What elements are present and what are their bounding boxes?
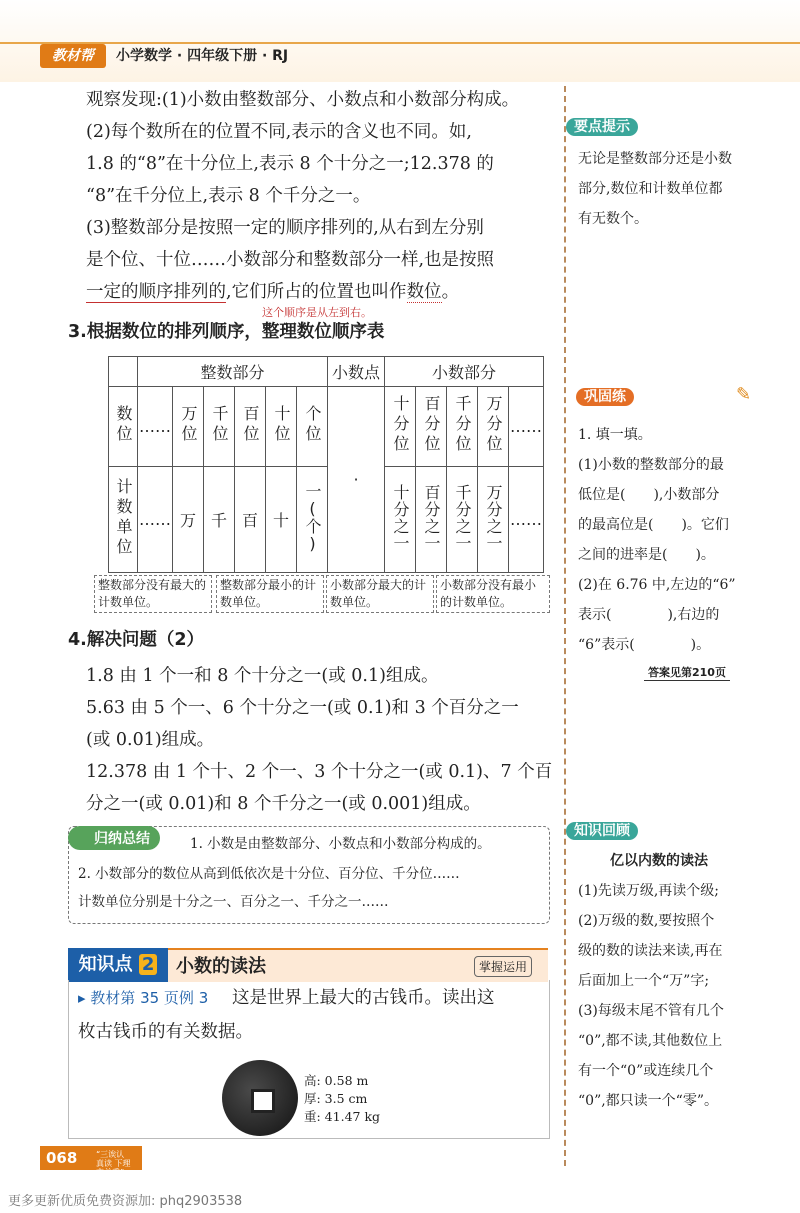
review-line-1: (1)先读万级,再读个级;	[578, 883, 719, 899]
unit-wan: 万	[173, 467, 204, 573]
summary-tag: 归纳总结	[68, 826, 160, 850]
dec-dots-2: ……	[509, 467, 544, 573]
place-thousandths: 千分位	[453, 394, 472, 455]
decimal-point: ·	[328, 387, 385, 573]
solve-line-2: 5.63 由 5 个一、6 个十分之一(或 0.1)和 3 个百分之一	[86, 698, 519, 718]
tips-line-1: 无论是整数部分还是小数	[578, 151, 732, 167]
head-point: 小数点	[328, 357, 385, 387]
int-dots: ……	[138, 387, 173, 467]
place-tenths: 十分位	[391, 394, 410, 455]
summary-line-2: 2. 小数部分的数位从高到低依次是十分位、百分位、千分位……	[78, 866, 460, 882]
place-bai: 百位	[241, 404, 260, 445]
kp-title: 小数的读法	[176, 956, 266, 977]
answer-reference: 答案见第210页	[644, 664, 730, 681]
unit-qian: 千	[204, 467, 235, 573]
kp-question-1: 这是世界上最大的古钱币。读出这	[232, 988, 495, 1008]
side-tag-practice: 巩固练	[576, 386, 634, 407]
review-line-6: “0”,都不读,其他数位上	[578, 1033, 723, 1049]
tip-dec-max: 小数部分最大的计数单位。	[326, 575, 434, 613]
coin-height: 高: 0.58 m	[304, 1073, 369, 1088]
header-title: 小学数学 · 四年级下册 · RJ	[116, 48, 289, 64]
row-label-places: 数位	[114, 404, 133, 445]
kp-reference: ▸ 教材第 35 页例 3	[78, 989, 209, 1007]
side-tag-tips: 要点提示	[566, 116, 638, 137]
int-dots-2: ……	[138, 467, 173, 573]
kp-label: 知识点 2	[68, 948, 168, 982]
summary-line-3: 计数单位分别是十分之一、百分之一、千分之一……	[78, 894, 389, 910]
solve-line-1: 1.8 由 1 个一和 8 个十分之一(或 0.1)组成。	[86, 666, 439, 686]
place-shi: 十位	[272, 404, 291, 445]
observe-line-2: (2)每个数所在的位置不同,表示的含义也不同。如,	[86, 122, 472, 142]
practice-question: 1. 填一填。	[578, 427, 652, 443]
place-wan: 万位	[179, 404, 198, 445]
review-title: 亿以内数的读法	[610, 853, 708, 869]
kp-number: 2	[139, 954, 158, 975]
row-label-units: 计数单位	[114, 477, 133, 558]
practice-a4: 之间的进率是( )。	[578, 547, 715, 563]
practice-a1: (1)小数的整数部分的最	[578, 457, 724, 473]
coin-thickness: 厚: 3.5 cm	[304, 1091, 368, 1106]
watermark: 更多更新优质免费资源加: phq2903538	[8, 1194, 243, 1209]
practice-b3: “6”表示( )。	[578, 637, 711, 653]
unit-tenth: 十分之一	[391, 483, 410, 552]
tips-line-2: 部分,数位和计数单位都	[578, 181, 723, 197]
page-number: 068	[40, 1146, 142, 1170]
handwritten-note: 这个顺序是从左到右。	[262, 306, 372, 319]
unit-bai: 百	[235, 467, 266, 573]
tip-int-min: 整数部分最小的计数单位。	[216, 575, 324, 613]
review-line-3: 级的数的读法来读,再在	[578, 943, 723, 959]
observe-line-7-end: 。	[441, 282, 460, 302]
coin-hole	[251, 1089, 275, 1113]
review-line-4: 后面加上一个“万”字;	[578, 973, 710, 989]
review-line-5: (3)每级末尾不管有几个	[578, 1003, 724, 1019]
header-tag: 教材帮	[40, 44, 106, 68]
observe-line-3: 1.8 的“8”在十分位上,表示 8 个十分之一;12.378 的	[86, 154, 494, 174]
practice-b1: (2)在 6.76 中,左边的“6”	[578, 577, 736, 593]
dec-dots: ……	[509, 387, 544, 467]
unit-hundredth: 百分之一	[422, 483, 441, 552]
unit-yi: 一(个)	[303, 482, 322, 553]
place-hundredths: 百分位	[422, 394, 441, 455]
unit-shi: 十	[266, 467, 297, 573]
place-value-table	[108, 356, 544, 573]
place-tenthousandths: 万分位	[484, 394, 503, 455]
observe-line-5: (3)整数部分是按照一定的顺序排列的,从右到左分别	[86, 218, 484, 238]
kp-question-2: 枚古钱币的有关数据。	[78, 1022, 253, 1042]
tips-line-3: 有无数个。	[578, 211, 648, 227]
side-tag-review: 知识回顾	[566, 820, 638, 841]
pencil-icon: ✎	[736, 384, 752, 405]
place-qian: 千位	[210, 404, 229, 445]
solve-line-4: 12.378 由 1 个十、2 个一、3 个十分之一(或 0.1)、7 个百	[86, 762, 553, 782]
unit-tenthousandth: 万分之一	[484, 483, 503, 552]
solve-line-5: 分之一(或 0.01)和 8 个千分之一(或 0.001)组成。	[86, 794, 481, 814]
observe-line-4: “8”在千分位上,表示 8 个千分之一。	[86, 186, 371, 206]
review-line-8: “0”,都只读一个“零”。	[578, 1093, 718, 1109]
practice-b2: 表示( ),右边的	[578, 607, 720, 623]
section-4-title: 4.解决问题（2）	[68, 630, 205, 650]
column-divider	[564, 86, 566, 1166]
tip-int-no-max: 整数部分没有最大的计数单位。	[94, 575, 212, 613]
observe-line-1: 观察发现:(1)小数由整数部分、小数点和小数部分构成。	[86, 90, 520, 110]
coin-image	[222, 1060, 298, 1136]
review-line-2: (2)万级的数,要按照个	[578, 913, 715, 929]
head-decimal: 小数部分	[385, 357, 544, 387]
head-integer: 整数部分	[138, 357, 328, 387]
underlined-phrase: 一定的顺序排列的	[86, 282, 226, 302]
review-line-7: 有一个“0”或连续几个	[578, 1063, 714, 1079]
unit-thousandth: 千分之一	[453, 483, 472, 552]
solve-line-3: (或 0.01)组成。	[86, 730, 215, 750]
kp-badge: 掌握运用	[474, 956, 532, 977]
observe-line-7-mid: ,它们所占的位置也叫作	[226, 282, 407, 302]
practice-a3: 的最高位是( )。它们	[578, 517, 729, 533]
section-3-title: 3.根据数位的排列顺序，整理数位顺序表	[68, 322, 385, 342]
coin-weight: 重: 41.47 kg	[304, 1109, 381, 1124]
corner-cell	[109, 357, 138, 387]
tip-dec-no-min: 小数部分没有最小的计数单位。	[436, 575, 550, 613]
observe-line-6: 是个位、十位……小数部分和整数部分一样,也是按照	[86, 250, 495, 270]
summary-line-1: 1. 小数是由整数部分、小数点和小数部分构成的。	[190, 836, 491, 852]
place-ge: 个位	[303, 404, 322, 445]
practice-a2: 低位是( ),小数部分	[578, 487, 720, 503]
footer-mini: “三诶认真读 下理变关重”	[96, 1150, 131, 1177]
keyword-shuwei: 数位	[406, 282, 442, 302]
